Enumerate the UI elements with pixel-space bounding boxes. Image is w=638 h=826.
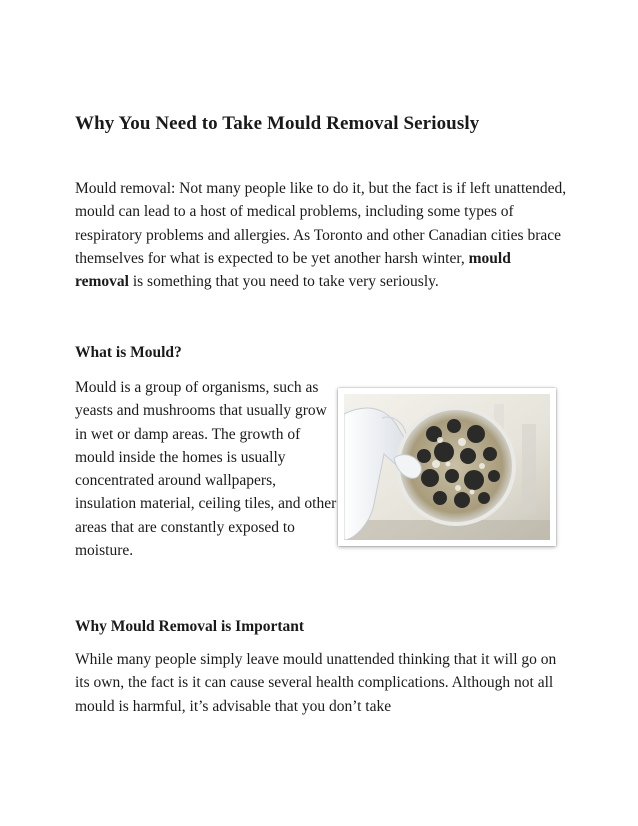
- section-heading-what-is-mould: What is Mould?: [75, 344, 182, 361]
- section-text-what-is-mould: Mould is a group of organisms, such as yeasts and mushrooms that usually grow in wet or damp areas. The growth of mould inside the homes is usually concentrated around wallpapers, insulation material, ceiling tiles, and other areas that are constantly exposed to moisture.: [75, 379, 337, 560]
- page-title: Why You Need to Take Mould Removal Seriously: [75, 113, 480, 134]
- mould-petri-dish-photo: [338, 388, 556, 546]
- section-heading-why-removal-important: Why Mould Removal is Important: [75, 618, 305, 635]
- section-text-why-removal-important: While many people simply leave mould unattended thinking that it will go on its own, the fact is it can cause several health complications. Although not all mould is harmful, it’s advisable that you don’t take: [75, 651, 557, 715]
- intro-text-end: is something that you need to take very seriously.: [128, 273, 439, 291]
- intro-bold-keyword: mould removal: [75, 249, 511, 291]
- intro-text-start: Mould removal: Not many people like to do it, but the fact is if left unattended, mould can lead to a host of medical problems, including some types of respiratory problems and allergies. As Toronto and other Canadian cities brace themselves for what is expected to be yet another harsh winter,: [75, 180, 567, 267]
- intro-paragraph: [75, 177, 567, 293]
